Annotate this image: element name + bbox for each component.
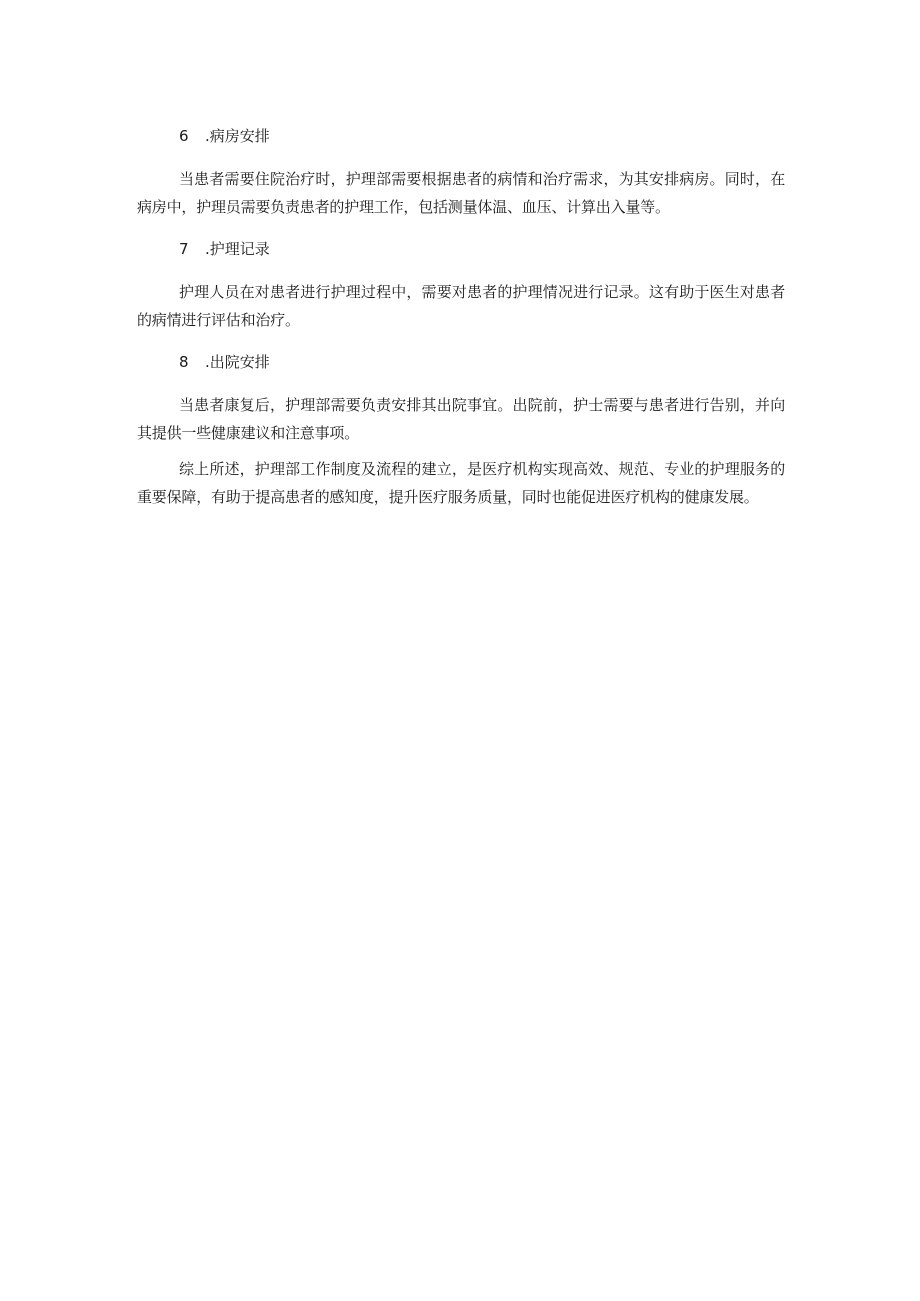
section-paragraph-6: 当患者需要住院治疗时，护理部需要根据患者的病情和治疗需求，为其安排病房。同时，在病房中，护理员需要负责患者的护理工作，包括测量体温、血压、计算出入量等。 [137, 170, 785, 216]
section-number: 6 [179, 127, 189, 145]
section-heading-7 [137, 235, 785, 263]
section-paragraph-8: 当患者康复后，护理部需要负责安排其出院事宜。出院前，护士需要与患者进行告别，并向其提供一些健康建议和注意事项。 [137, 396, 785, 442]
section-heading-6 [137, 122, 785, 150]
section-title: .病房安排 [205, 127, 270, 145]
section-number: 7 [179, 240, 189, 258]
section-heading-8 [137, 348, 785, 376]
section-title: .护理记录 [205, 240, 270, 258]
section-paragraph-7: 护理人员在对患者进行护理过程中，需要对患者的护理情况进行记录。这有助于医生对患者的病情进行评估和治疗。 [137, 283, 785, 329]
section-number: 8 [179, 353, 189, 371]
conclusion-paragraph: 综上所述，护理部工作制度及流程的建立，是医疗机构实现高效、规范、专业的护理服务的重要保障，有助于提高患者的感知度，提升医疗服务质量，同时也能促进医疗机构的健康发展。 [137, 460, 785, 506]
section-title: .出院安排 [205, 353, 270, 371]
document-body [137, 122, 785, 511]
